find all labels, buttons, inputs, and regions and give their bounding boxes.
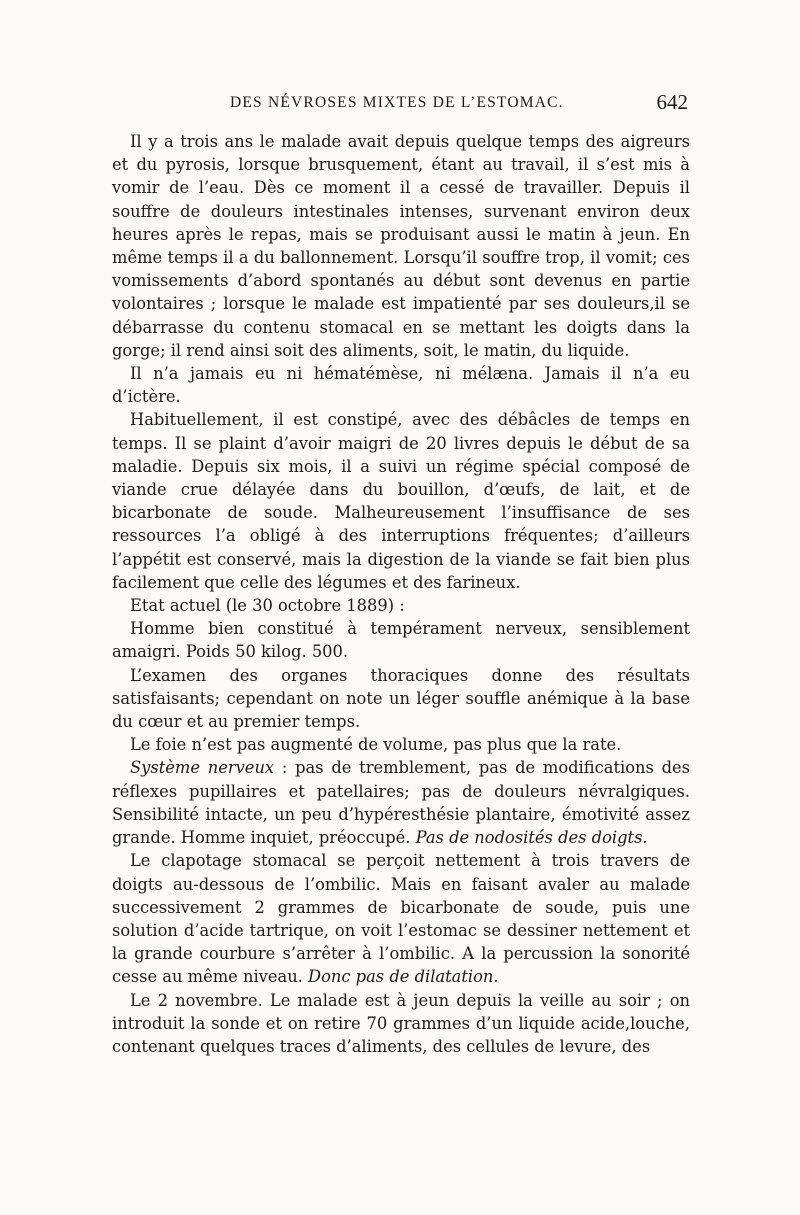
clapotage-conclusion: Donc pas de dilatation. xyxy=(308,967,499,987)
paragraph-constitution: Homme bien constitué à tempérament nerveux, sensiblement amaigri. Poids 50 kilog. 500. xyxy=(112,619,690,662)
paragraph-etat-actuel: Etat actuel (le 30 octobre 1889) : xyxy=(130,596,405,616)
page-number: 642 xyxy=(656,90,688,114)
paragraph-habits: Habituellement, il est constipé, avec des débâcles de temps en temps. Il se plaint d’avoir maigri de 20 livres depuis le début de sa maladie. Depuis six mois, il a suivi un régime spécial composé de viande crue délayée dans du bouillon, d’œufs, de lait, et de bicarbonate de soude. Malheureusement l’insuffisance de ses ressources l’a obligé à des interruptions fréquentes; d’ailleurs l’appétit est conservé, mais la digestion de la viande se fait bien plus facilement que celle des légumes et des farineux. xyxy=(112,410,690,592)
paragraph-2-novembre: Le 2 novembre. Le malade est à jeun depuis la veille au soir ; on introduit la sonde et on retire 70 grammes d’un liquide acide,louche, contenant quelques traces d’aliments, des cellules de levure, des xyxy=(112,990,690,1056)
paragraph-clapotage xyxy=(112,849,690,988)
paragraph-no-hematemesis: Il n’a jamais eu ni hématémèse, ni mélæna. Jamais il n’a eu d’ictère. xyxy=(112,364,690,407)
running-title: DES NÉVROSES MIXTES DE L’ESTOMAC. xyxy=(230,94,564,111)
page-body xyxy=(112,130,690,1058)
clapotage-text: Le clapotage stomacal se perçoit nettement à trois travers de doigts au-dessous de l’ombilic. Mais en faisant avaler au malade successivement 2 grammes de bicarbonate de soude, puis une solution d’acide tartrique, on voit l’estomac se dessiner nettement et la grande courbure s’arrêter à l’ombilic. A la percussion la sonorité cesse au même niveau. xyxy=(112,851,690,987)
paragraph-systeme-nerveux xyxy=(112,756,690,849)
systeme-nerveux-label: Système nerveux xyxy=(130,758,275,778)
paragraph-foie: Le foie n’est pas augmenté de volume, pas plus que la rate. xyxy=(130,735,622,755)
paragraph-history: Il y a trois ans le malade avait depuis quelque temps des aigreurs et du pyrosis, lorsque brusquement, étant au travail, il s’est mis à vomir de l’eau. Dès ce moment il a cessé de travailler. Depuis il souffre de douleurs intestinales intenses, survenant environ deux heures après le repas, mais se produisant aussi le matin à jeun. En même temps il a du ballonnement. Lorsqu’il souffre trop, il vomit; ces vomissements d’abord spontanés au début sont devenus en partie volontaires ; lorsque le malade est impatienté par ses douleurs,il se débarrasse du contenu stomacal en se mettant les doigts dans la gorge; il rend ainsi soit des aliments, soit, le matin, du liquide. xyxy=(112,132,690,360)
running-header xyxy=(112,92,688,120)
systeme-nerveux-conclusion: Pas de nodosités des doigts. xyxy=(415,828,648,848)
systeme-nerveux-text: : pas de tremblement, pas de modifications des réflexes pupillaires et patellaires; pas de douleurs névralgiques. Sensibilité intacte, un peu d’hypéresthésie plantaire, émotivité assez grande. Homme inquiet, préoccupé. xyxy=(112,758,690,848)
paragraph-thorax: L’examen des organes thoraciques donne des résultats satisfaisants; cependant on note un léger souffle anémique à la base du cœur et au premier temps. xyxy=(112,665,690,732)
